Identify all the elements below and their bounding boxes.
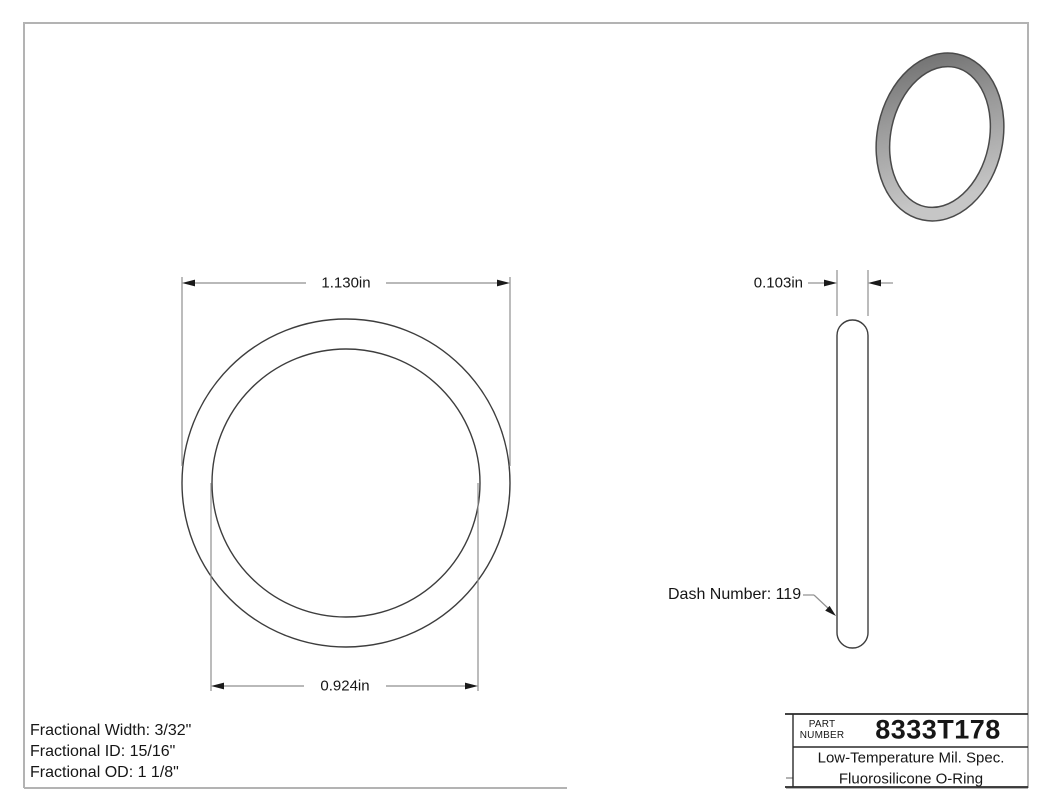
part-number-caption <box>800 719 845 741</box>
note-fractional-od: Fractional OD: 1 1/8" <box>30 764 179 781</box>
id-arrow-right-icon <box>465 683 478 690</box>
od-dimension-value: 1.130in <box>321 274 371 292</box>
o-ring-outer-circle <box>182 319 510 647</box>
o-ring-3d-render <box>869 49 1011 225</box>
dash-number-leader <box>803 595 836 616</box>
od-arrow-left-icon <box>182 280 195 287</box>
part-description-line2: Fluorosilicone O-Ring <box>838 770 984 788</box>
note-fractional-id: Fractional ID: 15/16" <box>30 743 176 760</box>
front-view <box>182 319 510 647</box>
id-arrow-left-icon <box>211 683 224 690</box>
side-view-capsule <box>837 320 868 648</box>
part-number-caption-line2: NUMBER <box>799 730 845 741</box>
leader-diagonal-line <box>814 595 830 610</box>
cs-arrow-right-icon <box>868 280 881 287</box>
cs-dimension-value: 0.103in <box>753 274 803 292</box>
dash-number-label: Dash Number: 119 <box>668 586 802 603</box>
part-number-value: 8333T178 <box>875 714 1001 745</box>
od-dimension <box>182 274 510 466</box>
note-fractional-width: Fractional Width: 3/32" <box>30 722 192 739</box>
part-description-line1: Low-Temperature Mil. Spec. <box>817 749 1005 767</box>
od-arrow-right-icon <box>497 280 510 287</box>
id-dimension <box>211 483 478 691</box>
o-ring-3d-outline <box>869 49 1011 225</box>
o-ring-inner-circle <box>212 349 480 617</box>
id-dimension-value: 0.924in <box>320 677 370 695</box>
cs-dimension <box>808 270 893 316</box>
cs-arrow-left-icon <box>824 280 837 287</box>
part-number-caption-line1: PART <box>808 719 836 730</box>
